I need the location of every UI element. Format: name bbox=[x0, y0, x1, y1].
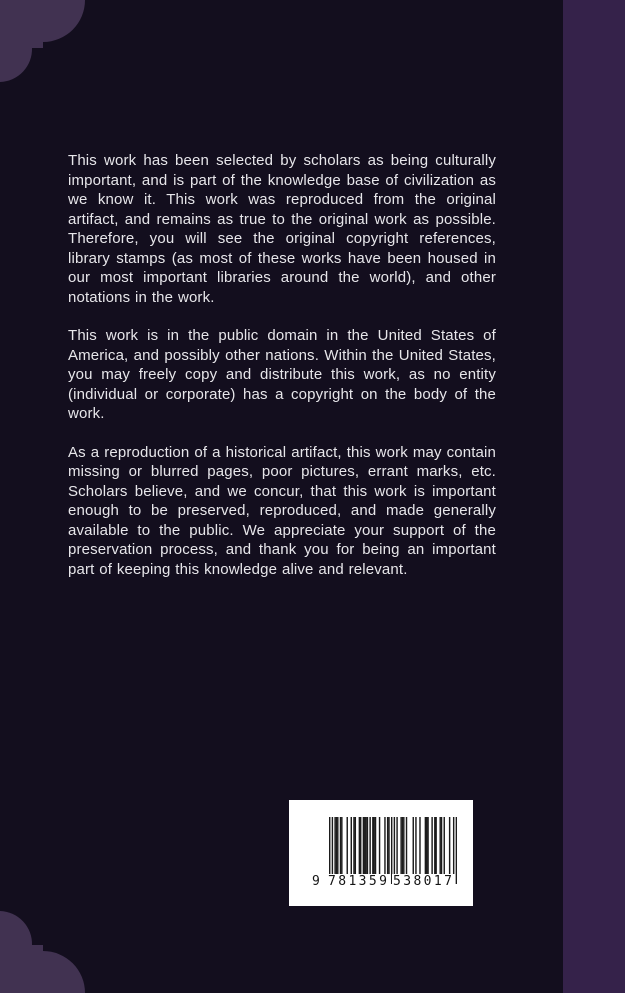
isbn-group1: 781359 bbox=[328, 874, 390, 889]
paragraph-selection-notice: This work has been selected by scholars as being culturally important, and is part of the knowledge base of civilization as we know it. This work was reproduced from the original artifact, and remains as true to the original work as possible. Therefore, you will see the original copyright references, library stamps (as most of these works have been housed in our most important libraries around the world), and other notations in the work. bbox=[68, 152, 496, 306]
corner-flourish-bottom-left-icon bbox=[0, 907, 90, 993]
paragraph-public-domain-notice: This work is in the public domain in the United States of America, and possibly other nations. Within the United States, you may freely copy and distribute this work, as no entity (individual or corporate) has a copyright on the body of the work. bbox=[68, 327, 496, 422]
paragraph-reproduction-notice: As a reproduction of a historical artifact, this work may contain missing or blurred pages, poor pictures, errant marks, etc. Scholars believe, and we concur, that this work is important enough to be preserved, reproduced, and made generally available to the public. We appreciate your support of the preservation process, and thank you for being an important part of keeping this knowledge alive and relevant. bbox=[68, 443, 496, 578]
isbn-barcode bbox=[289, 800, 473, 906]
back-cover-text bbox=[68, 151, 496, 598]
isbn-group2: 538017 bbox=[393, 874, 455, 889]
spine-strip bbox=[563, 0, 625, 993]
isbn-prefix-digit: 9 bbox=[312, 874, 323, 889]
corner-flourish-top-left-icon bbox=[0, 0, 90, 86]
isbn-number bbox=[289, 874, 473, 890]
